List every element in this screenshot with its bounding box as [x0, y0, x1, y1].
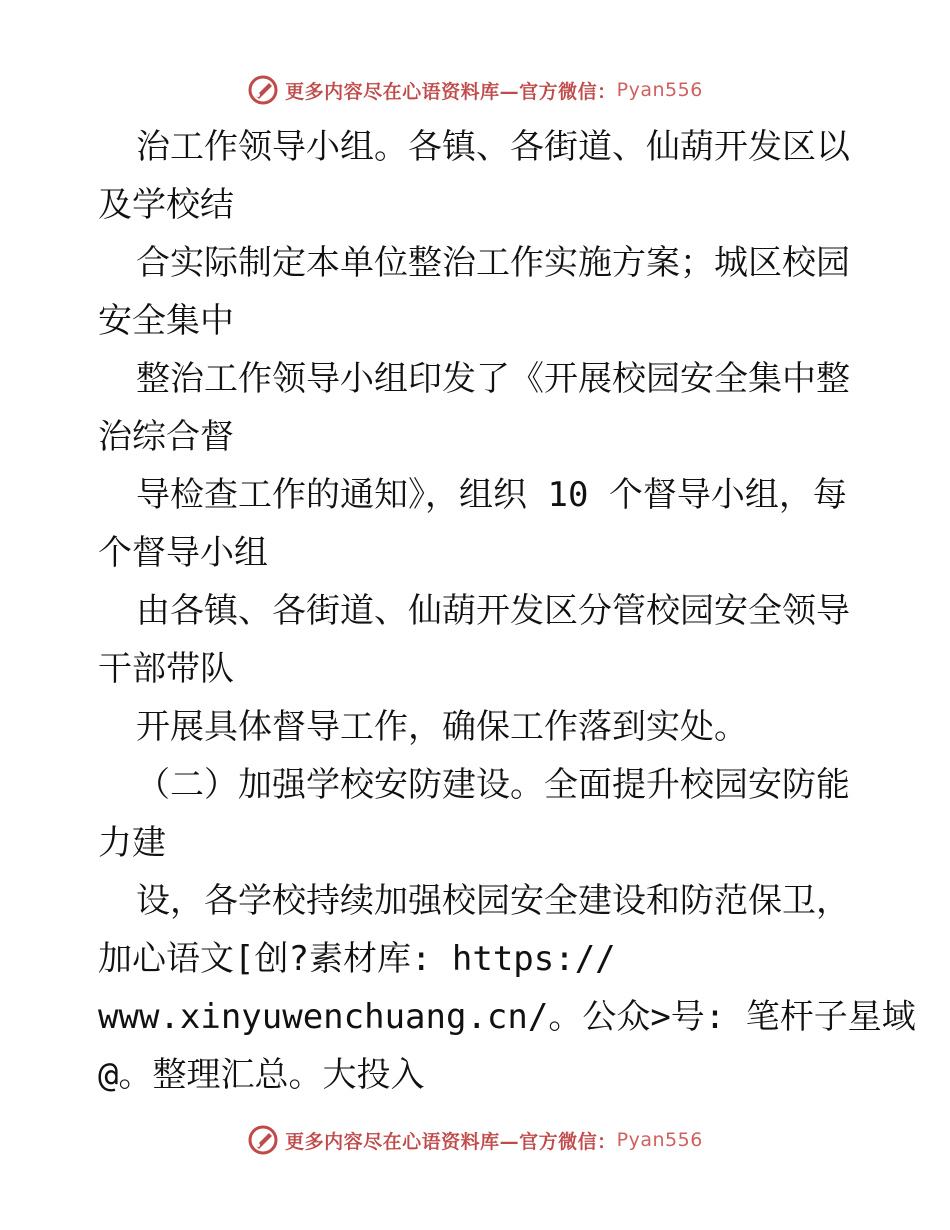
header-banner — [0, 70, 950, 110]
body-line: 个督导小组 — [98, 533, 268, 573]
body-line: 干部带队 — [98, 649, 234, 689]
pen-seal-logo-icon — [247, 74, 279, 106]
body-line: 安全集中 — [98, 301, 234, 341]
body-line: 开展具体督导工作，确保工作落到实处。 — [136, 707, 748, 747]
footer-banner — [0, 1120, 950, 1160]
section-heading: （二）加强学校安防建设。全面提升校园安防能 — [136, 765, 850, 805]
body-line: www.xinyuwenchuang.cn/。公众>号: 笔杆子星域 — [98, 997, 916, 1037]
body-line: 整治工作领导小组印发了《开展校园安全集中整 — [136, 359, 850, 399]
body-line: 加心语文[创?素材库: https:// — [98, 939, 616, 979]
body-line: 设，各学校持续加强校园安全建设和防范保卫， — [136, 881, 850, 921]
body-line: 合实际制定本单位整治工作实施方案；城区校园 — [136, 243, 850, 283]
banner-text: 更多内容尽在心语资料库—官方微信： — [285, 80, 617, 103]
body-line: @。整理汇总。大投入 — [98, 1055, 425, 1095]
body-line: 由各镇、各街道、仙葫开发区分管校园安全领导 — [136, 591, 850, 631]
body-line: 治工作领导小组。各镇、各街道、仙葫开发区以 — [136, 127, 850, 167]
body-line: 导检查工作的通知》，组织 10 个督导小组，每 — [136, 475, 847, 515]
body-line: 及学校结 — [98, 185, 234, 225]
wechat-id: Pyan556 — [616, 1129, 703, 1151]
pen-seal-logo-icon — [247, 1124, 279, 1156]
wechat-id: Pyan556 — [616, 79, 703, 101]
banner-text: 更多内容尽在心语资料库—官方微信： — [285, 1130, 617, 1153]
body-line: 力建 — [98, 823, 166, 863]
body-line: 治综合督 — [98, 417, 234, 457]
